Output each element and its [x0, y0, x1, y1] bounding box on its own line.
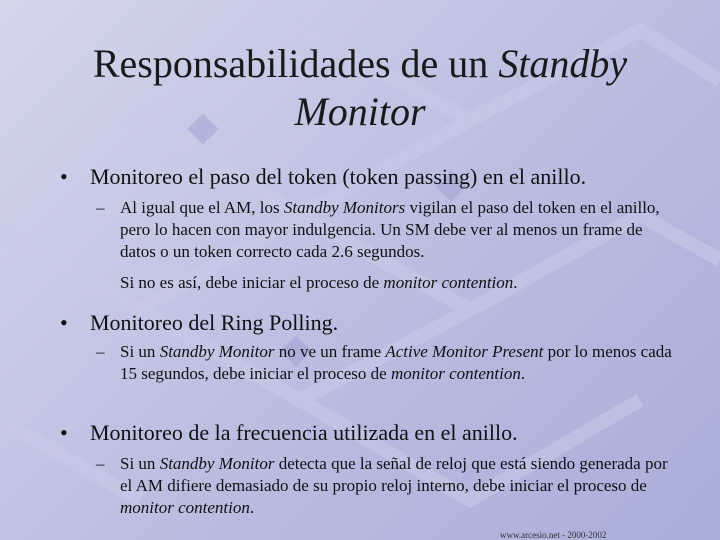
slide-title: [30, 40, 690, 136]
text-span-italic: Active Monitor Present: [385, 342, 544, 361]
bullet-text: Monitoreo el paso del token (token passing) en el anillo.: [90, 164, 587, 189]
text-span-italic: Standby Monitors: [283, 198, 406, 217]
text-span: por lo menos cada 15 segundos, debe iniciar el proceso de: [120, 342, 672, 383]
dash-symbol: –: [96, 454, 105, 473]
text-span: Al igual que el AM, los: [120, 198, 284, 217]
dash-symbol: –: [96, 342, 105, 361]
bullet-symbol: •: [60, 164, 68, 189]
sub-bullet-text: [120, 341, 676, 385]
text-span-italic: monitor contention: [383, 273, 514, 292]
title-text-a: Responsabilidades de un: [92, 41, 499, 86]
bullet-symbol: •: [60, 420, 68, 445]
text-span-italic: monitor contention: [120, 498, 250, 517]
text-span-italic: Standby Monitor: [159, 454, 275, 473]
footer-url: www.arcesio.net - 2000-2002: [500, 530, 607, 540]
text-span: no ve un frame: [274, 342, 386, 361]
title-text-b: Standby: [498, 41, 628, 86]
text-span: detecta que la señal de reloj que está siendo generada por el AM difiere demasiado de su propio reloj interno, debe iniciar el proceso de: [120, 454, 668, 495]
text-span: .: [520, 364, 526, 383]
title-line-1: [30, 40, 690, 88]
text-span: Si un: [120, 342, 160, 361]
sub-bullet-paragraph: [120, 272, 676, 294]
text-span: Si no es así, debe iniciar el proceso de: [120, 273, 384, 292]
title-line-2: Monitor: [294, 89, 426, 134]
bullet-text: Monitoreo de la frecuencia utilizada en el anillo.: [90, 420, 518, 445]
text-span: .: [513, 273, 518, 292]
text-span: .: [249, 498, 255, 517]
text-span: vigilan el paso del token en el anillo, pero lo hacen con mayor indulgencia. Un SM debe ver al menos un frame de datos o un token correcto cada 2.6 segundos.: [120, 198, 660, 261]
text-span-italic: Standby Monitor: [159, 342, 275, 361]
sub-bullet-text: [120, 197, 676, 294]
text-span: Si un: [120, 454, 160, 473]
bullet-symbol: •: [60, 310, 68, 335]
sub-bullet-text: [120, 453, 676, 519]
text-span-italic: monitor contention: [390, 364, 521, 383]
dash-symbol: –: [96, 198, 105, 217]
bullet-text: Monitoreo del Ring Polling.: [90, 310, 339, 335]
